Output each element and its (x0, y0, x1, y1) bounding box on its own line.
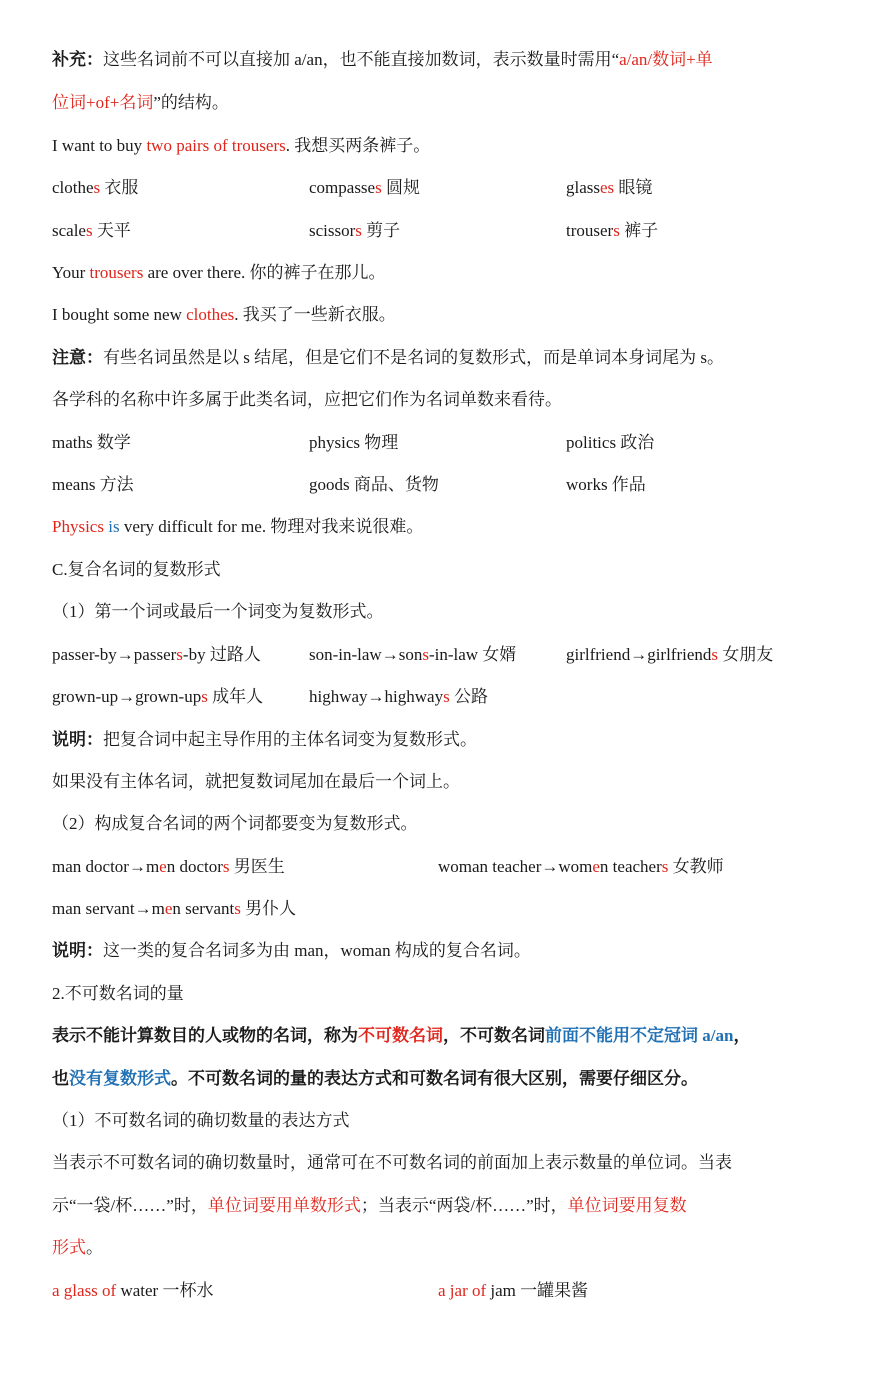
subheading-1: （1）第一个词或最后一个词变为复数形式。 (52, 602, 384, 621)
compound-item: girlfriend→girlfriends 女朋友 (566, 645, 774, 664)
explanation-label: 说明： (52, 730, 103, 749)
vocab-item: clothes 衣服 (52, 178, 139, 197)
paragraph-line-2: 示“一袋/杯……”时，单位词要用单数形式；当表示“两袋/杯……”时，单位词要用复数 (52, 1196, 687, 1215)
explanation-line-1: 说明：把复合词中起主导作用的主体名词变为复数形式。 (52, 730, 477, 749)
unit-example: a glass of water 一杯水 (52, 1281, 214, 1300)
vocab-item: works 作品 (566, 475, 646, 494)
vocab-item: scissors 剪子 (309, 221, 401, 240)
vocab-item: means 方法 (52, 475, 134, 494)
vocab-item: glasses 眼镜 (566, 178, 653, 197)
explanation-label: 说明： (52, 941, 103, 960)
compound-item: passer-by→passers-by 过路人 (52, 645, 261, 664)
section-heading-c: C.复合名词的复数形式 (52, 560, 221, 579)
supplement-line-2: 位词+of+名词”的结构。 (52, 93, 229, 112)
subheading-2: （2）构成复合名词的两个词都要变为复数形式。 (52, 814, 418, 833)
example-sentence-clothes: I bought some new clothes. 我买了一些新衣服。 (52, 305, 396, 324)
note-line-1: 注意：有些名词虽然是以 s 结尾，但是它们不是名词的复数形式，而是单词本身词尾为 s。 (52, 348, 724, 367)
example-sentence-your-trousers: Your trousers are over there. 你的裤子在那儿。 (52, 263, 386, 282)
vocab-item: politics 政治 (566, 433, 655, 452)
vocab-item: scales 天平 (52, 221, 131, 240)
compound-item: man servant→men servants 男仆人 (52, 899, 297, 918)
definition-line-1: 表示不能计算数目的人或物的名词，称为不可数名词，不可数名词前面不能用不定冠词 a/an， (52, 1026, 751, 1045)
compound-item: highway→highways 公路 (309, 687, 488, 706)
compound-item: man doctor→men doctors 男医生 (52, 857, 285, 876)
note-label: 注意： (52, 348, 103, 367)
compound-item: grown-up→grown-ups 成年人 (52, 687, 264, 706)
vocab-item: goods 商品、货物 (309, 475, 439, 494)
compound-item: son-in-law→sons-in-law 女婿 (309, 645, 517, 664)
compound-item: woman teacher→women teachers 女教师 (438, 857, 724, 876)
explanation-line-3: 说明：这一类的复合名词多为由 man，woman 构成的复合名词。 (52, 941, 531, 960)
paragraph-line-3: 形式。 (52, 1238, 103, 1257)
subheading-3: （1）不可数名词的确切数量的表达方式 (52, 1111, 350, 1130)
example-sentence-physics: Physics is very difficult for me. 物理对我来说很难。 (52, 517, 424, 536)
paragraph-line-1: 当表示不可数名词的确切数量时，通常可在不可数名词的前面加上表示数量的单位词。当表 (52, 1153, 732, 1172)
vocab-item: physics 物理 (309, 433, 399, 452)
definition-line-2: 也没有复数形式。不可数名词的量的表达方式和可数名词有很大区别，需要仔细区分。 (52, 1069, 698, 1088)
vocab-item: compasses 圆规 (309, 178, 420, 197)
explanation-line-2: 如果没有主体名词，就把复数词尾加在最后一个词上。 (52, 772, 460, 791)
unit-example: a jar of jam 一罐果酱 (438, 1281, 589, 1300)
supplement-label: 补充： (52, 50, 103, 69)
note-line-2: 各学科的名称中许多属于此类名词，应把它们作为名词单数来看待。 (52, 390, 562, 409)
supplement-line-1: 补充：这些名词前不可以直接加 a/an，也不能直接加数词，表示数量时需用“a/an/数词+单 (52, 50, 713, 69)
vocab-item: maths 数学 (52, 433, 131, 452)
example-sentence-trousers: I want to buy two pairs of trousers. 我想买两条裤子。 (52, 136, 431, 155)
section-heading-2: 2.不可数名词的量 (52, 984, 184, 1003)
vocab-item: trousers 裤子 (566, 221, 659, 240)
